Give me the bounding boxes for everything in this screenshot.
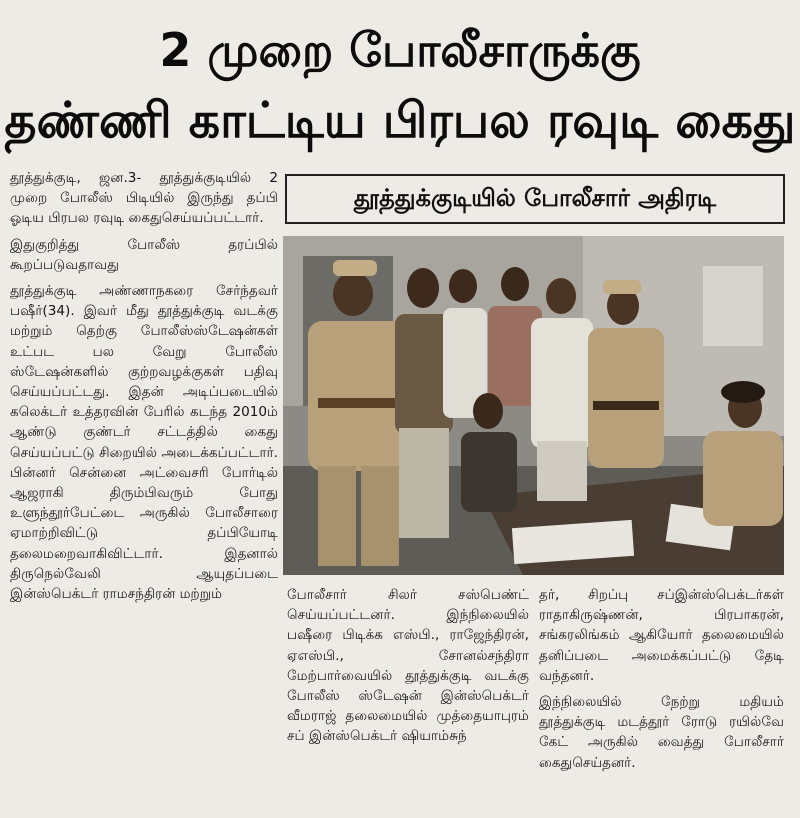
- group-photo-icon: [283, 236, 784, 575]
- article-paragraph: தூத்துக்குடி அண்ணாநகரை சேர்ந்தவர் பஷீர்(34). இவர் மீது தூத்துக்குடி வடக்கு மற்றும் தெற்கு போலீஸ்ஸ்டேஷன்கள் உட்பட பல வேறு போலீஸ் ஸ்டேஷன்களில் குற்றவழக்குகள் பதிவு செய்யப்பட்டது. இதன் அடிப்படையில் கலெக்டர் உத்தரவின் பேரில் கடந்த 2010ம் ஆண்டு குண்டர் சட்டத்தில் கைது செய்யப்பட்டு சிறையில் அடைக்கப்பட்டார். பின்னர் சென்னை அட்வைசரி போர்டில் ஆஜராகி திரும்பிவரும் போது உளுந்தூர்பேட்டை அருகில் போலீசாரை ஏமாற்றிவிட்டு தப்பியோடி தலைமறைவாகிவிட்டார். இதனால் திருநெல்வேலி ஆயுதப்படை இன்ஸ்பெக்டர் ராமசந்திரன் மற்றும்: [10, 283, 278, 603]
- article-paragraph: தர், சிறப்பு சப்இன்ஸ்பெக்டர்கள் ராதாகிருஷ்ணன், பிரபாகரன், சங்கரலிங்கம் ஆகியோர் தலைமையில் தனிப்படை அமைக்கப்பட்டு தேடி வந்தனர்.: [539, 587, 784, 684]
- headline-line-2: தண்ணி காட்டிய பிரபல ரவுடி கைது: [4, 92, 796, 149]
- article-paragraph: தூத்துக்குடி, ஜன.3- தூத்துக்குடியில் 2 முறை போலீஸ் பிடியில் இருந்து தப்பி ஓடிய பிரபல ரவுடி கைதுசெய்யப்பட்டார்.: [10, 170, 278, 227]
- headline-line-1: 2 முறை போலீசாருக்கு: [159, 23, 641, 77]
- subheadline-box: [285, 174, 785, 224]
- article-column-3: [539, 585, 784, 813]
- news-photo: [283, 236, 784, 575]
- article-column-1: [10, 168, 278, 812]
- article-paragraph: இதுகுறித்து போலீஸ் தரப்பில் கூறப்படுவதாவது: [10, 236, 278, 273]
- article-paragraph: போலீசார் சிலர் சஸ்பெண்ட் செய்யப்பட்டனர். இந்நிலையில் பஷீரை பிடிக்க எஸ்பி., ராஜேந்திரன், ஏஎஸ்பி., சோனல்சந்திரா மேற்பார்வையில் தூத்துக்குடி வடக்கு போலீஸ் ஸ்டேஷன் இன்ஸ்பெக்டர் வீமராஜ் தலைமையில் முத்தையாபுரம் சப் இன்ஸ்பெக்டர் ஷியாம்சுந்: [287, 587, 529, 745]
- subheadline: தூத்துக்குடியில் போலீசார் அதிரடி: [353, 183, 717, 212]
- article-paragraph: இந்நிலையில் நேற்று மதியம் தூத்துக்குடி மடத்தூர் ரோடு ரயில்வே கேட் அருகில் வைத்து போலீசார் கைதுசெய்தனர்.: [539, 694, 784, 771]
- article-column-2: [287, 585, 529, 813]
